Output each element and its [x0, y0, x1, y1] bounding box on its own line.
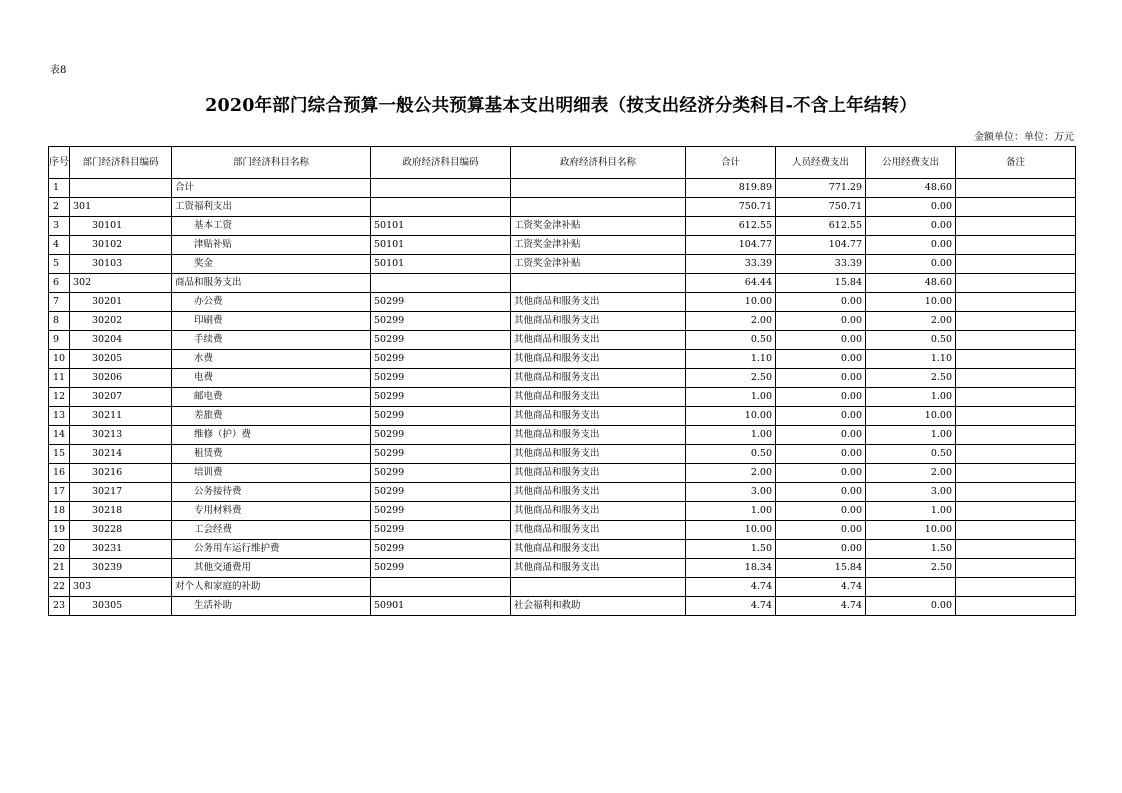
cell-dept-name: 公务用车运行维护费 [172, 540, 371, 559]
table-row [49, 521, 1076, 540]
header-dept-code: 部门经济科目编码 [70, 147, 172, 179]
table-number: 表8 [50, 65, 67, 76]
cell-dept-code: 303 [70, 578, 172, 597]
table-row [49, 312, 1076, 331]
cell-personnel: 0.00 [776, 331, 866, 350]
cell-seq: 23 [49, 597, 70, 616]
cell-total: 1.10 [686, 350, 776, 369]
cell-gov-name: 其他商品和服务支出 [511, 293, 686, 312]
cell-total: 1.00 [686, 502, 776, 521]
cell-personnel: 750.71 [776, 198, 866, 217]
cell-public: 1.00 [866, 502, 956, 521]
cell-gov-name: 其他商品和服务支出 [511, 407, 686, 426]
cell-dept-name: 水费 [172, 350, 371, 369]
table-row [49, 198, 1076, 217]
cell-public: 48.60 [866, 179, 956, 198]
header-seq: 序号 [49, 147, 70, 179]
cell-gov-name: 工资奖金津补贴 [511, 217, 686, 236]
cell-dept-name: 津贴补贴 [172, 236, 371, 255]
cell-remark [956, 521, 1076, 540]
cell-public: 10.00 [866, 293, 956, 312]
cell-personnel: 0.00 [776, 407, 866, 426]
cell-remark [956, 388, 1076, 407]
cell-personnel: 771.29 [776, 179, 866, 198]
cell-gov-code: 50299 [371, 407, 511, 426]
cell-gov-name [511, 578, 686, 597]
table-row [49, 350, 1076, 369]
table-row [49, 255, 1076, 274]
cell-total: 612.55 [686, 217, 776, 236]
cell-dept-code: 30228 [70, 521, 172, 540]
cell-gov-name: 其他商品和服务支出 [511, 464, 686, 483]
cell-dept-code: 30214 [70, 445, 172, 464]
table-row [49, 445, 1076, 464]
table-row [49, 407, 1076, 426]
cell-public: 0.50 [866, 331, 956, 350]
cell-seq: 4 [49, 236, 70, 255]
cell-total: 104.77 [686, 236, 776, 255]
cell-gov-code [371, 179, 511, 198]
cell-seq: 13 [49, 407, 70, 426]
cell-dept-code: 30211 [70, 407, 172, 426]
cell-seq: 7 [49, 293, 70, 312]
cell-gov-name: 其他商品和服务支出 [511, 369, 686, 388]
header-personnel: 人员经费支出 [776, 147, 866, 179]
cell-gov-code: 50101 [371, 217, 511, 236]
cell-remark [956, 350, 1076, 369]
cell-gov-name: 其他商品和服务支出 [511, 388, 686, 407]
cell-seq: 12 [49, 388, 70, 407]
budget-table [48, 146, 1076, 616]
cell-public: 3.00 [866, 483, 956, 502]
cell-dept-name: 租赁费 [172, 445, 371, 464]
cell-remark [956, 217, 1076, 236]
table-row [49, 274, 1076, 293]
cell-dept-name: 办公费 [172, 293, 371, 312]
cell-gov-code: 50101 [371, 255, 511, 274]
cell-dept-name: 对个人和家庭的补助 [172, 578, 371, 597]
cell-personnel: 104.77 [776, 236, 866, 255]
cell-dept-name: 专用材料费 [172, 502, 371, 521]
cell-remark [956, 540, 1076, 559]
cell-total: 1.00 [686, 388, 776, 407]
cell-gov-code: 50299 [371, 540, 511, 559]
cell-total: 2.50 [686, 369, 776, 388]
cell-seq: 21 [49, 559, 70, 578]
cell-personnel: 0.00 [776, 445, 866, 464]
cell-dept-name: 生活补助 [172, 597, 371, 616]
table-row [49, 597, 1076, 616]
table-row [49, 369, 1076, 388]
cell-gov-name: 其他商品和服务支出 [511, 331, 686, 350]
cell-total: 3.00 [686, 483, 776, 502]
cell-total: 2.00 [686, 312, 776, 331]
cell-remark [956, 426, 1076, 445]
cell-public: 48.60 [866, 274, 956, 293]
cell-personnel: 0.00 [776, 483, 866, 502]
cell-personnel: 612.55 [776, 217, 866, 236]
cell-personnel: 0.00 [776, 312, 866, 331]
cell-dept-name: 公务接待费 [172, 483, 371, 502]
cell-seq: 20 [49, 540, 70, 559]
cell-public: 0.00 [866, 198, 956, 217]
cell-gov-name: 其他商品和服务支出 [511, 521, 686, 540]
cell-public: 1.00 [866, 426, 956, 445]
cell-personnel: 0.00 [776, 426, 866, 445]
table-row [49, 293, 1076, 312]
cell-personnel: 0.00 [776, 369, 866, 388]
cell-gov-code: 50299 [371, 445, 511, 464]
header-total: 合计 [686, 147, 776, 179]
cell-personnel: 0.00 [776, 502, 866, 521]
cell-personnel: 0.00 [776, 540, 866, 559]
cell-seq: 19 [49, 521, 70, 540]
cell-seq: 17 [49, 483, 70, 502]
cell-remark [956, 483, 1076, 502]
cell-dept-name: 邮电费 [172, 388, 371, 407]
cell-remark [956, 293, 1076, 312]
cell-dept-code: 30201 [70, 293, 172, 312]
cell-total: 10.00 [686, 293, 776, 312]
cell-gov-name: 其他商品和服务支出 [511, 540, 686, 559]
cell-remark [956, 198, 1076, 217]
cell-dept-code: 30205 [70, 350, 172, 369]
cell-dept-code [70, 179, 172, 198]
cell-gov-code [371, 578, 511, 597]
cell-dept-code: 30217 [70, 483, 172, 502]
unit-label: 金额单位：单位：万元 [974, 132, 1074, 143]
cell-dept-name: 工资福利支出 [172, 198, 371, 217]
cell-seq: 14 [49, 426, 70, 445]
cell-gov-name: 工资奖金津补贴 [511, 255, 686, 274]
cell-gov-name: 其他商品和服务支出 [511, 426, 686, 445]
cell-total: 33.39 [686, 255, 776, 274]
cell-personnel: 0.00 [776, 388, 866, 407]
cell-gov-code: 50299 [371, 293, 511, 312]
cell-personnel: 33.39 [776, 255, 866, 274]
cell-public: 1.50 [866, 540, 956, 559]
cell-remark [956, 179, 1076, 198]
header-gov-name: 政府经济科目名称 [511, 147, 686, 179]
cell-dept-code: 30231 [70, 540, 172, 559]
cell-gov-name: 其他商品和服务支出 [511, 502, 686, 521]
cell-gov-code: 50299 [371, 521, 511, 540]
cell-remark [956, 502, 1076, 521]
table-row [49, 540, 1076, 559]
cell-public: 1.00 [866, 388, 956, 407]
cell-gov-code: 50299 [371, 483, 511, 502]
cell-dept-name: 差旅费 [172, 407, 371, 426]
cell-seq: 10 [49, 350, 70, 369]
cell-remark [956, 464, 1076, 483]
cell-gov-code: 50299 [371, 426, 511, 445]
cell-gov-code [371, 198, 511, 217]
cell-gov-name: 其他商品和服务支出 [511, 483, 686, 502]
cell-total: 1.50 [686, 540, 776, 559]
cell-remark [956, 274, 1076, 293]
cell-public: 10.00 [866, 407, 956, 426]
cell-gov-code: 50299 [371, 464, 511, 483]
cell-public: 0.00 [866, 255, 956, 274]
header-remark: 备注 [956, 147, 1076, 179]
cell-dept-name: 工会经费 [172, 521, 371, 540]
cell-dept-code: 30206 [70, 369, 172, 388]
cell-seq: 22 [49, 578, 70, 597]
table-row [49, 464, 1076, 483]
cell-dept-code: 30239 [70, 559, 172, 578]
cell-gov-name: 其他商品和服务支出 [511, 312, 686, 331]
table-row [49, 578, 1076, 597]
cell-personnel: 0.00 [776, 350, 866, 369]
cell-remark [956, 578, 1076, 597]
cell-gov-name: 工资奖金津补贴 [511, 236, 686, 255]
cell-public: 2.50 [866, 559, 956, 578]
cell-seq: 18 [49, 502, 70, 521]
cell-seq: 2 [49, 198, 70, 217]
cell-gov-code: 50299 [371, 350, 511, 369]
cell-dept-code: 30204 [70, 331, 172, 350]
table-row [49, 483, 1076, 502]
cell-public: 1.10 [866, 350, 956, 369]
cell-dept-code: 30218 [70, 502, 172, 521]
header-row [49, 147, 1076, 179]
cell-dept-code: 30213 [70, 426, 172, 445]
cell-total: 2.00 [686, 464, 776, 483]
cell-remark [956, 331, 1076, 350]
cell-dept-code: 301 [70, 198, 172, 217]
table-row [49, 388, 1076, 407]
cell-gov-code: 50299 [371, 331, 511, 350]
cell-remark [956, 559, 1076, 578]
cell-public: 10.00 [866, 521, 956, 540]
cell-gov-name: 社会福利和救助 [511, 597, 686, 616]
cell-dept-name: 商品和服务支出 [172, 274, 371, 293]
cell-dept-code: 302 [70, 274, 172, 293]
cell-public: 2.50 [866, 369, 956, 388]
cell-remark [956, 236, 1076, 255]
cell-remark [956, 597, 1076, 616]
cell-remark [956, 445, 1076, 464]
cell-personnel: 0.00 [776, 464, 866, 483]
cell-gov-code: 50299 [371, 369, 511, 388]
cell-dept-name: 手续费 [172, 331, 371, 350]
cell-gov-name [511, 274, 686, 293]
cell-seq: 3 [49, 217, 70, 236]
cell-gov-name: 其他商品和服务支出 [511, 445, 686, 464]
cell-total: 4.74 [686, 578, 776, 597]
cell-gov-code: 50901 [371, 597, 511, 616]
cell-dept-code: 30207 [70, 388, 172, 407]
cell-personnel: 0.00 [776, 293, 866, 312]
cell-total: 10.00 [686, 521, 776, 540]
cell-total: 0.50 [686, 445, 776, 464]
cell-gov-code: 50299 [371, 312, 511, 331]
cell-public: 2.00 [866, 312, 956, 331]
cell-gov-name [511, 179, 686, 198]
cell-public: 0.00 [866, 597, 956, 616]
cell-gov-code: 50299 [371, 502, 511, 521]
table-row [49, 502, 1076, 521]
cell-total: 750.71 [686, 198, 776, 217]
cell-dept-code: 30103 [70, 255, 172, 274]
cell-gov-code: 50299 [371, 388, 511, 407]
cell-seq: 16 [49, 464, 70, 483]
cell-seq: 9 [49, 331, 70, 350]
cell-personnel: 0.00 [776, 521, 866, 540]
table-body [49, 179, 1076, 616]
header-gov-code: 政府经济科目编码 [371, 147, 511, 179]
cell-remark [956, 312, 1076, 331]
cell-dept-name: 印刷费 [172, 312, 371, 331]
cell-personnel: 4.74 [776, 597, 866, 616]
cell-dept-code: 30102 [70, 236, 172, 255]
cell-remark [956, 407, 1076, 426]
cell-seq: 15 [49, 445, 70, 464]
cell-total: 64.44 [686, 274, 776, 293]
cell-dept-code: 30202 [70, 312, 172, 331]
cell-gov-code: 50299 [371, 559, 511, 578]
cell-dept-name: 电费 [172, 369, 371, 388]
cell-total: 10.00 [686, 407, 776, 426]
table-row [49, 179, 1076, 198]
cell-total: 0.50 [686, 331, 776, 350]
cell-dept-name: 奖金 [172, 255, 371, 274]
table-row [49, 559, 1076, 578]
cell-gov-name [511, 198, 686, 217]
table-row [49, 331, 1076, 350]
cell-public: 0.00 [866, 217, 956, 236]
cell-remark [956, 255, 1076, 274]
cell-dept-name: 培训费 [172, 464, 371, 483]
cell-seq: 5 [49, 255, 70, 274]
cell-gov-name: 其他商品和服务支出 [511, 350, 686, 369]
cell-dept-code: 30305 [70, 597, 172, 616]
cell-gov-name: 其他商品和服务支出 [511, 559, 686, 578]
cell-personnel: 15.84 [776, 559, 866, 578]
table-row [49, 426, 1076, 445]
cell-public: 2.00 [866, 464, 956, 483]
cell-public [866, 578, 956, 597]
cell-remark [956, 369, 1076, 388]
table-row [49, 236, 1076, 255]
cell-public: 0.00 [866, 236, 956, 255]
cell-total: 4.74 [686, 597, 776, 616]
cell-seq: 8 [49, 312, 70, 331]
page-title: 2020年部门综合预算一般公共预算基本支出明细表（按支出经济分类科目-不含上年结转） [205, 96, 917, 116]
cell-seq: 1 [49, 179, 70, 198]
cell-seq: 6 [49, 274, 70, 293]
cell-gov-code [371, 274, 511, 293]
cell-dept-name: 其他交通费用 [172, 559, 371, 578]
cell-total: 18.34 [686, 559, 776, 578]
cell-gov-code: 50101 [371, 236, 511, 255]
cell-public: 0.50 [866, 445, 956, 464]
cell-dept-name: 基本工资 [172, 217, 371, 236]
cell-seq: 11 [49, 369, 70, 388]
cell-total: 1.00 [686, 426, 776, 445]
header-dept-name: 部门经济科目名称 [172, 147, 371, 179]
cell-dept-name: 合计 [172, 179, 371, 198]
cell-dept-code: 30101 [70, 217, 172, 236]
cell-personnel: 15.84 [776, 274, 866, 293]
cell-dept-code: 30216 [70, 464, 172, 483]
table-row [49, 217, 1076, 236]
cell-total: 819.89 [686, 179, 776, 198]
cell-personnel: 4.74 [776, 578, 866, 597]
header-public: 公用经费支出 [866, 147, 956, 179]
cell-dept-name: 维修（护）费 [172, 426, 371, 445]
